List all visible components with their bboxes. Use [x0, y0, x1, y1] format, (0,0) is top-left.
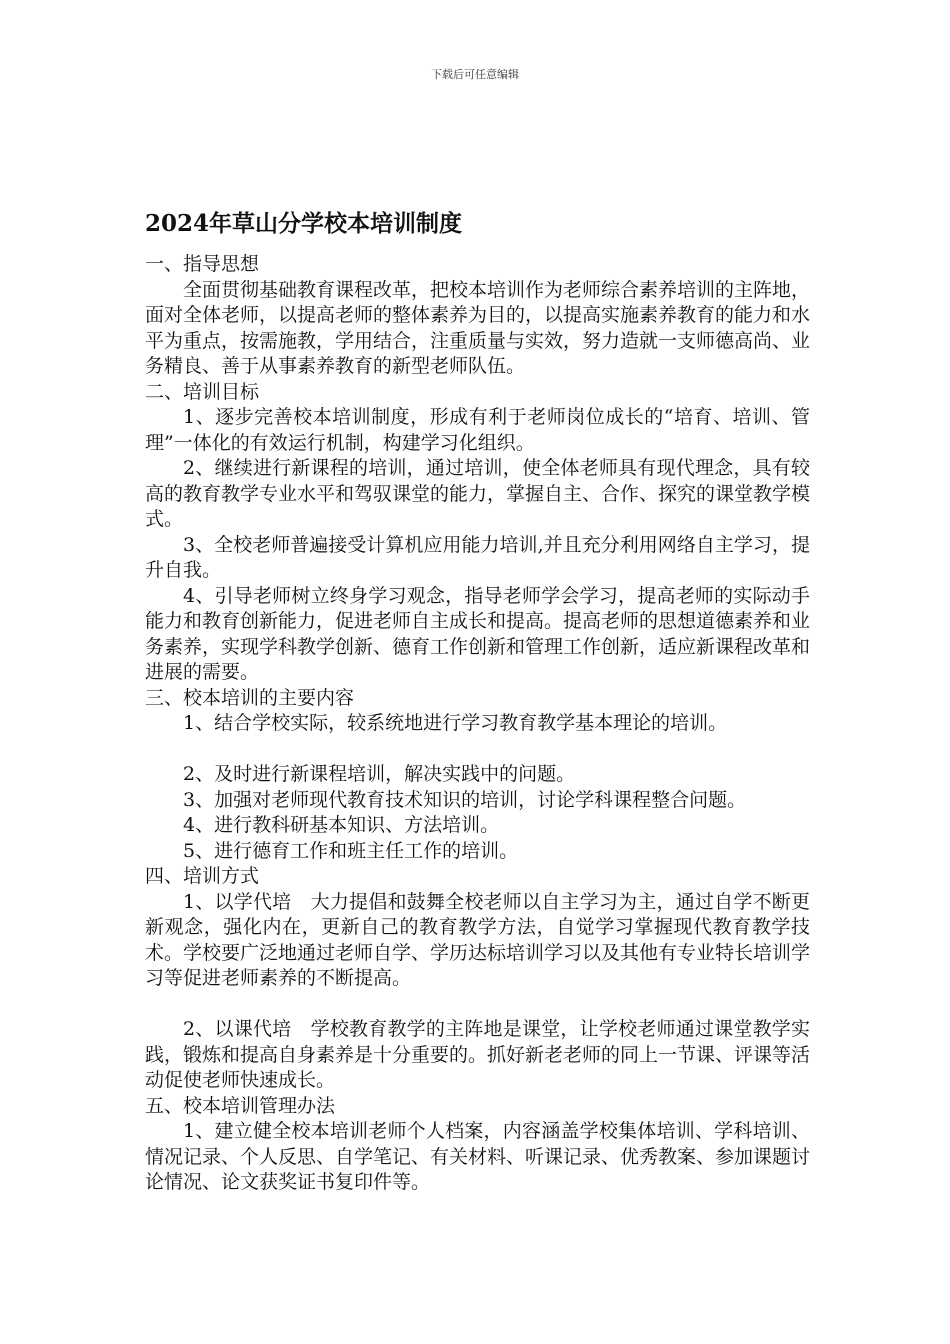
paragraph: 2、及时进行新课程培训，解决实践中的问题。 — [183, 763, 576, 785]
paragraph: 3、全校老师普遍接受计算机应用能力培训,并且充分利用网络自主学习，提升自我。 — [145, 533, 810, 581]
section-heading: 四、培训方式 — [145, 865, 260, 887]
blank-line — [145, 737, 810, 763]
paragraph: 1、建立健全校本培训老师个人档案，内容涵盖学校集体培训、学科培训、情况记录、个人反思、自学笔记、有关材料、听课记录、优秀教案、参加课题讨论情况、论文获奖证书复印件等。 — [145, 1120, 811, 1193]
paragraph: 1、逐步完善校本培训制度，形成有利于老师岗位成长的“培育、培训、管理”一体化的有效运行机制，构建学习化组织。 — [145, 406, 810, 454]
section-main-content — [145, 686, 810, 865]
document-body — [145, 206, 810, 1196]
paragraph: 1、结合学校实际，较系统地进行学习教育教学基本理论的培训。 — [183, 712, 728, 734]
section-heading: 五、校本培训管理办法 — [145, 1094, 336, 1117]
section-heading: 三、校本培训的主要内容 — [145, 686, 355, 709]
paragraph: 4、进行教科研基本知识、方法培训。 — [183, 814, 500, 836]
paragraph: 1、以学代培 大力提倡和鼓舞全校老师以自主学习为主，通过自学不断更新观念，强化内在，更新自己的教育教学方法，自觉学习掌握现代教育教学技术。学校要广泛地通过老师自学、学历达标培训学习以及其他有专业特长培训学习等促进老师素养的不断提高。 — [145, 890, 811, 989]
page-header-note: 下载后可任意编辑 — [431, 68, 519, 81]
section-training-goals — [145, 380, 810, 686]
paragraph: 3、加强对老师现代教育技术知识的培训，讨论学科课程整合问题。 — [183, 788, 747, 811]
paragraph: 全面贯彻基础教育课程改革，把校本培训作为老师综合素养培训的主阵地，面对全体老师，以提高老师的整体素养为目的，以提高实施素养教育的能力和水平为重点，按需施教，学用结合，注重质量与实效，努力造就一支师德高尚、业务精良、善于从事素养教育的新型老师队伍。 — [145, 278, 811, 377]
paragraph: 2、以课代培 学校教育教学的主阵地是课堂，让学校老师通过课堂教学实践，锻炼和提高自身素养是十分重要的。抓好新老老师的同上一节课、评课等活动促使老师快速成长。 — [145, 1018, 811, 1091]
section-management-methods — [145, 1094, 810, 1196]
document-title: 2024年草山分学校本培训制度 — [145, 210, 463, 237]
section-training-methods — [145, 864, 810, 1094]
paragraph: 2、继续进行新课程的培训，通过培训，使全体老师具有现代理念，具有较高的教育教学专业水平和驾驭课堂的能力，掌握自主、合作、探究的课堂教学模式。 — [145, 457, 811, 530]
section-heading: 二、培训目标 — [145, 380, 260, 403]
blank-line — [145, 992, 810, 1018]
section-heading: 一、指导思想 — [145, 253, 260, 275]
paragraph: 5、进行德育工作和班主任工作的培训。 — [183, 839, 519, 862]
section-guiding-ideology — [145, 252, 810, 380]
paragraph: 4、引导老师树立终身学习观念，指导老师学会学习，提高老师的实际动手能力和教育创新能力，促进老师自主成长和提高。提高老师的思想道德素养和业务素养，实现学科教学创新、德育工作创新和管理工作创新，适应新课程改革和进展的需要。 — [145, 584, 811, 683]
